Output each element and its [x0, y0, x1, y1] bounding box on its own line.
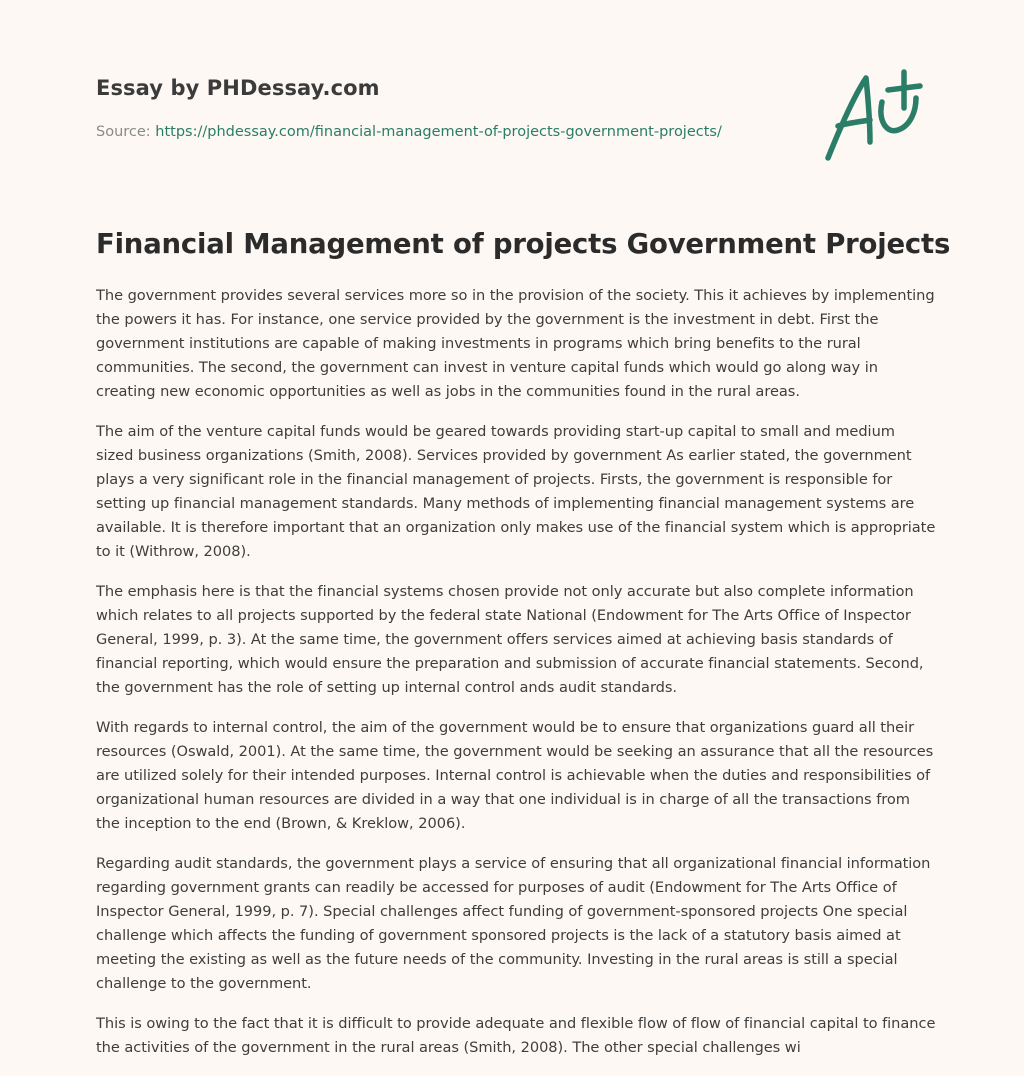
paragraph: This is owing to the fact that it is difficult to provide adequate and flexible flow of flow of financial capital to finance the activities of the government in the rural areas (Smith, 2008). The other special challenges wi: [96, 1015, 936, 1056]
paragraph: The aim of the venture capital funds would be geared towards providing start-up capital to small and medium sized business organizations (Smith, 2008). Services provided by government As earlier stated, the government plays a very significant role in the financial management of projects. Firsts, the government is responsible for setting up financial management standards. Many methods of implementing financial management systems are available. It is therefore important that an organization only makes use of the financial system which is appropriate to it (Withrow, 2008).: [96, 423, 936, 560]
source-line: [96, 124, 722, 140]
source-label: Source:: [96, 124, 156, 140]
a-plus-logo-icon: [820, 68, 930, 164]
source-link[interactable]: https://phdessay.com/financial-management-of-projects-government-projects/: [155, 124, 722, 140]
essay-body: [96, 284, 936, 1076]
essay-title: Financial Management of projects Government Projects: [96, 228, 951, 260]
paragraph: With regards to internal control, the aim of the government would be to ensure that organizations guard all their resources (Oswald, 2001). At the same time, the government would be seeking an assurance that all the resources are utilized solely for their intended purposes. Internal control is achievable when the duties and responsibilities of organizational human resources are divided in a way that one individual is in charge of all the transactions from the inception to the end (Brown, & Kreklow, 2006).: [96, 719, 934, 832]
site-brand: Essay by PHDessay.com: [96, 76, 380, 100]
paragraph: Regarding audit standards, the government plays a service of ensuring that all organizational financial information regarding government grants can readily be accessed for purposes of audit (Endowment for The Arts Office of Inspector General, 1999, p. 7). Special challenges affect funding of government-sponsored projects One special challenge which affects the funding of government sponsored projects is the lack of a statutory basis aimed at meeting the existing as well as the future needs of the community. Investing in the rural areas is still a special challenge to the government.: [96, 855, 931, 992]
paragraph: The government provides several services more so in the provision of the society. This it achieves by implementing the powers it has. For instance, one service provided by the government is the investment in debt. First the government institutions are capable of making investments in programs which bring benefits to the rural communities. The second, the government can invest in venture capital funds which would go along way in creating new economic opportunities as well as jobs in the communities found in the rural areas.: [96, 287, 935, 400]
paragraph: The emphasis here is that the financial systems chosen provide not only accurate but also complete information which relates to all projects supported by the federal state National (Endowment for The Arts Office of Inspector General, 1999, p. 3). At the same time, the government offers services aimed at achieving basis standards of financial reporting, which would ensure the preparation and submission of accurate financial statements. Second, the government has the role of setting up internal control ands audit standards.: [96, 583, 924, 696]
